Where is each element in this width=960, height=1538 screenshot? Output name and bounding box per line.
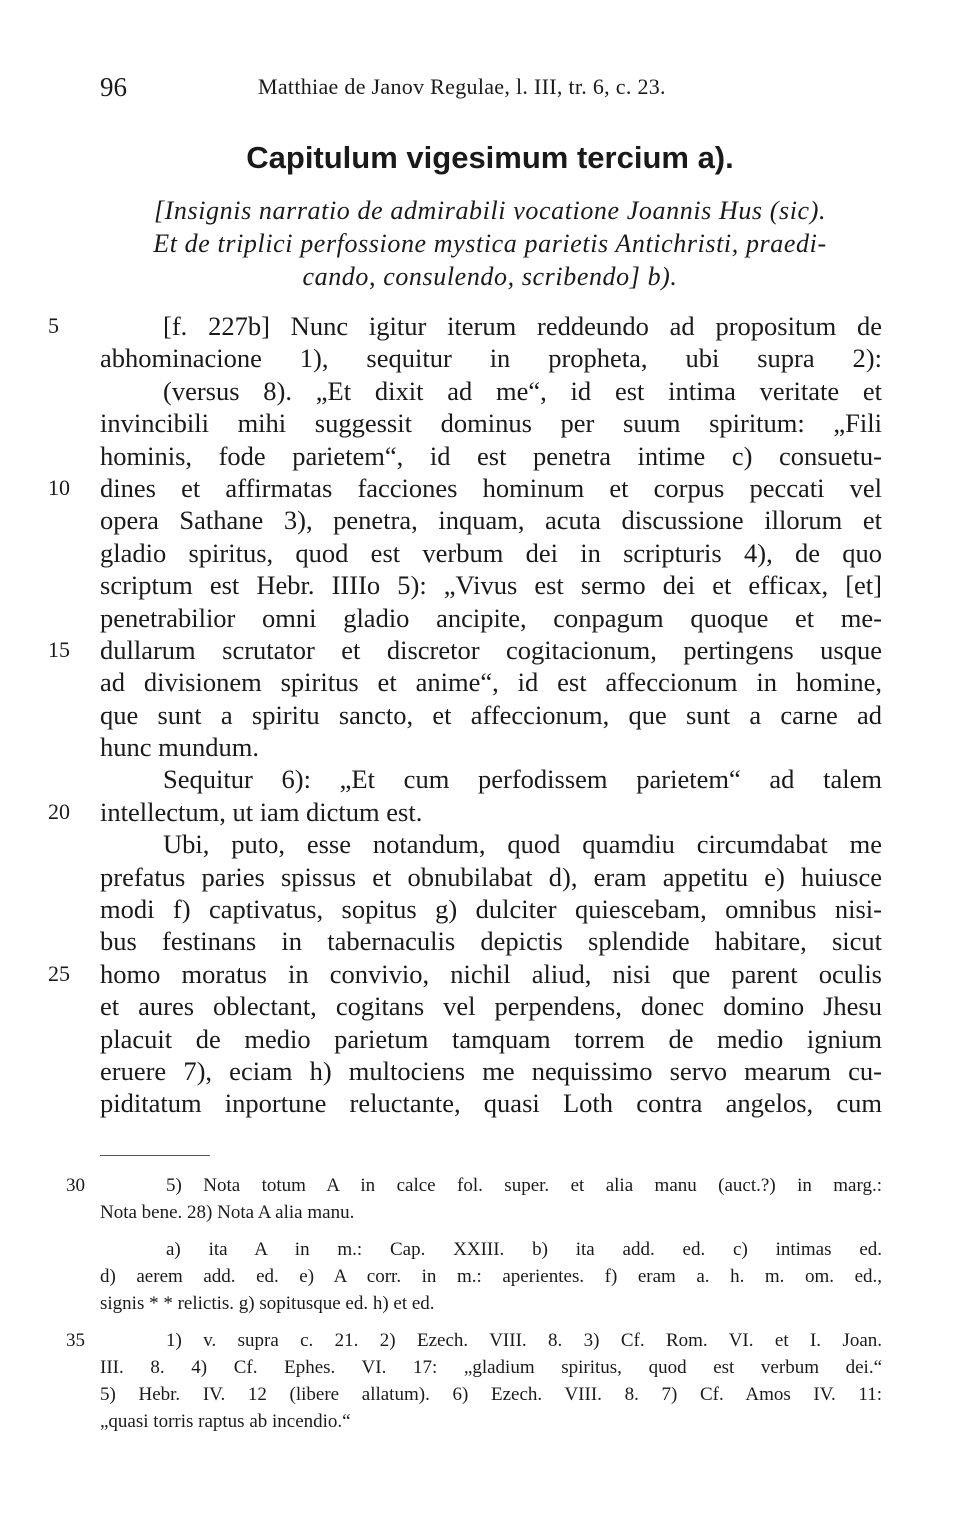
line-number: 20 [48,798,70,824]
chapter-title: Capitulum vigesimum tercium a). [246,140,734,175]
text-line [100,342,882,374]
text-line [100,699,882,731]
footnote-line [66,1327,882,1354]
text-line [48,634,882,666]
footnote-text: „quasi torris raptus ab incendio.“ [100,1411,351,1432]
page-number: 96 [100,72,127,102]
line-text: dullarum scrutator et discretor cogitacionum, pertingens usque [100,634,882,665]
line-number: 25 [48,960,70,986]
footnote-line [100,1236,882,1263]
line-number: 15 [48,636,70,662]
line-text: intellectum, ut iam dictum est. [100,796,423,827]
footnote-text: III. 8. 4) Cf. Ephes. VI. 17: „gladium spiritus, quod est verbum dei.“ [100,1357,882,1378]
text-line [100,1087,882,1119]
line-text: dines et affirmatas facciones hominum et corpus peccati vel [100,472,882,503]
running-title: Matthiae de Janov Regulae, l. III, tr. 6, c. 23. [258,74,666,99]
footnote-text: 5) Nota totum A in calce fol. super. et alia manu (auct.?) in marg.: [166,1175,882,1196]
footnote-line [100,1408,882,1435]
footnote-block [66,1172,882,1226]
line-text: Sequitur 6): „Et cum perfodissem parietem“ ad talem [163,764,882,795]
line-text: prefatus paries spissus et obnubilabat d), eram appetitu e) huiusce [100,861,882,892]
line-text: scriptum est Hebr. IIIIo 5): „Vivus est sermo dei et efficax, [et] [100,570,882,601]
text-line [100,440,882,472]
text-line [100,828,882,860]
text-line [100,731,882,763]
line-text: (versus 8). „Et dixit ad me“, id est intima veritate et [163,375,882,406]
footnote-divider [100,1155,210,1156]
footnote-text: a) ita A in m.: Cap. XXIII. b) ita add. ed. c) intimas ed. [166,1239,882,1260]
line-number: 5 [48,313,59,338]
text-line [100,666,882,698]
line-text: abhominacione 1), sequitur in propheta, ubi supra 2): [100,343,882,374]
text-line [48,958,882,990]
text-line [100,537,882,569]
line-text: bus festinans in tabernaculis depictis splendide habitare, sicut [100,926,882,957]
text-line [100,1055,882,1087]
text-line [100,763,882,795]
footnote-line [66,1172,882,1199]
footnote-text: d) aerem add. ed. e) A corr. in m.: aperientes. f) eram a. h. m. om. ed., [100,1266,882,1287]
main-text [48,310,882,1120]
footnote-line [100,1199,882,1226]
running-head [100,72,880,108]
text-line [100,407,882,439]
text-line [100,861,882,893]
text-line [100,504,882,536]
chapter-summary [100,194,880,293]
footnote-text: signis * * relictis. g) sopitusque ed. h) et ed. [100,1293,435,1314]
text-line [48,310,882,342]
text-line [48,796,882,828]
line-text: [f. 227b] Nunc igitur iterum reddeundo ad propositum de [163,311,882,341]
line-text: eruere 7), eciam h) multociens me nequissimo servo mearum cu- [100,1055,882,1086]
footnote-line [100,1263,882,1290]
footnote-line [100,1290,882,1317]
text-line [100,375,882,407]
text-line [100,925,882,957]
footnote-block [100,1236,882,1317]
footnote-text: 5) Hebr. IV. 12 (libere allatum). 6) Ezech. VIII. 8. 7) Cf. Amos IV. 11: [100,1384,882,1405]
line-text: et aures oblectant, cogitans vel perpendens, donec domino Jhesu [100,991,882,1022]
line-text: hominis, fode parietem“, id est penetra intime c) consuetu- [100,440,882,471]
footnote-block [66,1327,882,1435]
text-line [100,990,882,1022]
line-number: 35 [66,1330,85,1351]
line-number: 10 [48,474,70,500]
footnote-text: Nota bene. 28) Nota A alia manu. [100,1202,355,1223]
line-text: piditatum inportune reluctante, quasi Loth contra angelos, cum [100,1088,882,1119]
text-line [48,472,882,504]
summary-line: cando, consulendo, scribendo] b). [302,262,678,291]
text-line [100,602,882,634]
footnote-line [100,1354,882,1381]
line-text: penetrabilior omni gladio ancipite, conpagum quoque et me- [100,602,882,633]
footnote-text: 1) v. supra c. 21. 2) Ezech. VIII. 8. 3) Cf. Rom. VI. et I. Joan. [166,1330,882,1351]
line-number: 30 [66,1175,85,1196]
summary-line: Et de triplici perfossione mystica parietis Antichristi, praedi- [153,229,827,258]
line-text: que sunt a spiritu sancto, et affeccionum, que sunt a carne ad [100,699,882,730]
line-text: opera Sathane 3), penetra, inquam, acuta discussione illorum et [100,505,882,536]
text-line [100,569,882,601]
line-text: homo moratus in convivio, nichil aliud, nisi que parent oculis [100,958,882,989]
line-text: placuit de medio parietum tamquam torrem de medio ignium [100,1023,882,1054]
footnotes [66,1172,882,1445]
line-text: Ubi, puto, esse notandum, quod quamdiu circumdabat me [163,829,882,860]
summary-line: [Insignis narratio de admirabili vocatione Joannis Hus (sic). [153,196,827,225]
text-line [100,1023,882,1055]
text-line [100,893,882,925]
footnote-line [100,1381,882,1408]
line-text: hunc mundum. [100,732,259,763]
line-text: ad divisionem spiritus et anime“, id est affeccionum in homine, [100,667,882,698]
line-text: modi f) captivatus, sopitus g) dulciter quiescebam, omnibus nisi- [100,894,882,925]
line-text: gladio spiritus, quod est verbum dei in scripturis 4), de quo [100,537,882,568]
line-text: invincibili mihi suggessit dominus per suum spiritum: „Fili [100,408,882,439]
